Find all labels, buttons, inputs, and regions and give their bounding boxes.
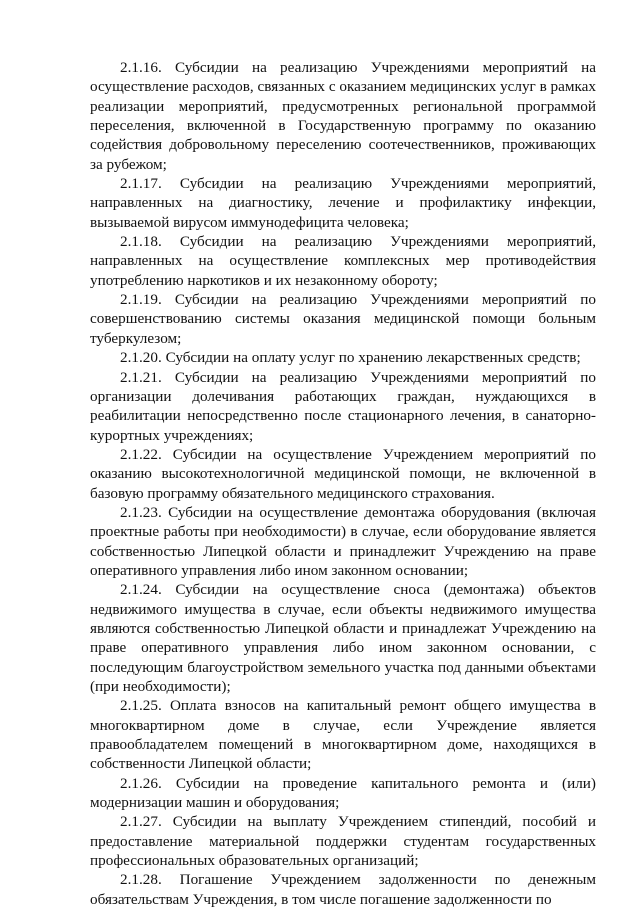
paragraph-2-1-21: 2.1.21. Субсидии на реализацию Учреждениями мероприятий по организации долечивания работающих граждан, нуждающихся в реабилитации непосредственно после стационарного лечения, в санаторно-курортных учреждениях;	[90, 368, 596, 444]
paragraph-2-1-17: 2.1.17. Субсидии на реализацию Учреждениями мероприятий, направленных на диагностику, лечение и профилактику инфекции, вызываемой вирусом иммунодефицита человека;	[90, 175, 596, 231]
paragraph-2-1-23: 2.1.23. Субсидии на осуществление демонтажа оборудования (включая проектные работы при необходимости) в случае, если оборудование является собственностью Липецкой области и принадлежит Учреждению на праве оперативного управления либо ином законном основании;	[90, 503, 596, 579]
paragraph-2-1-27: 2.1.27. Субсидии на выплату Учреждением стипендий, пособий и предоставление материальной поддержки студентам государственных профессиональных образовательных организаций;	[90, 813, 596, 870]
paragraph-2-1-28: 2.1.28. Погашение Учреждением задолженности по денежным обязательствам Учреждения, в том числе погашение задолженности по	[90, 871, 596, 908]
paragraph-2-1-22: 2.1.22. Субсидии на осуществление Учреждением мероприятий по оказанию высокотехнологичной медицинской помощи, не включенной в базовую программу обязательного медицинского страхования.	[90, 445, 596, 502]
paragraph-2-1-26: 2.1.26. Субсидии на проведение капитального ремонта и (или) модернизации машин и оборудования;	[90, 774, 596, 812]
document-body	[90, 58, 596, 909]
paragraph-2-1-24: 2.1.24. Субсидии на осуществление сноса (демонтажа) объектов недвижимого имущества в случае, если объекты недвижимого имущества являются собственностью Липецкой области и принадлежат Учреждению на праве оперативного управления либо ином законном основании, с последующим благоустройством земельного участка под данными объектами (при необходимости);	[90, 581, 596, 695]
paragraph-2-1-18: 2.1.18. Субсидии на реализацию Учреждениями мероприятий, направленных на осуществление комплексных мер противодействия употреблению наркотиков и их незаконному обороту;	[90, 233, 596, 289]
paragraph-2-1-19: 2.1.19. Субсидии на реализацию Учреждениями мероприятий по совершенствованию системы оказания медицинской помощи больным туберкулезом;	[90, 291, 596, 347]
paragraph-2-1-20: 2.1.20. Субсидии на оплату услуг по хранению лекарственных средств;	[120, 349, 581, 367]
paragraph-2-1-16: 2.1.16. Субсидии на реализацию Учреждениями мероприятий на осуществление расходов, связанных с оказанием медицинских услуг в рамках реализации мероприятий, предусмотренных региональной программой переселения, включенной в Государственную программу по оказанию содействия добровольному переселению соотечественников, проживающих за рубежом;	[90, 59, 596, 173]
paragraph-2-1-25: 2.1.25. Оплата взносов на капитальный ремонт общего имущества в многоквартирном доме в случае, если Учреждение является правообладателем помещений в многоквартирном доме, находящихся в собственности Липецкой области;	[90, 697, 596, 773]
